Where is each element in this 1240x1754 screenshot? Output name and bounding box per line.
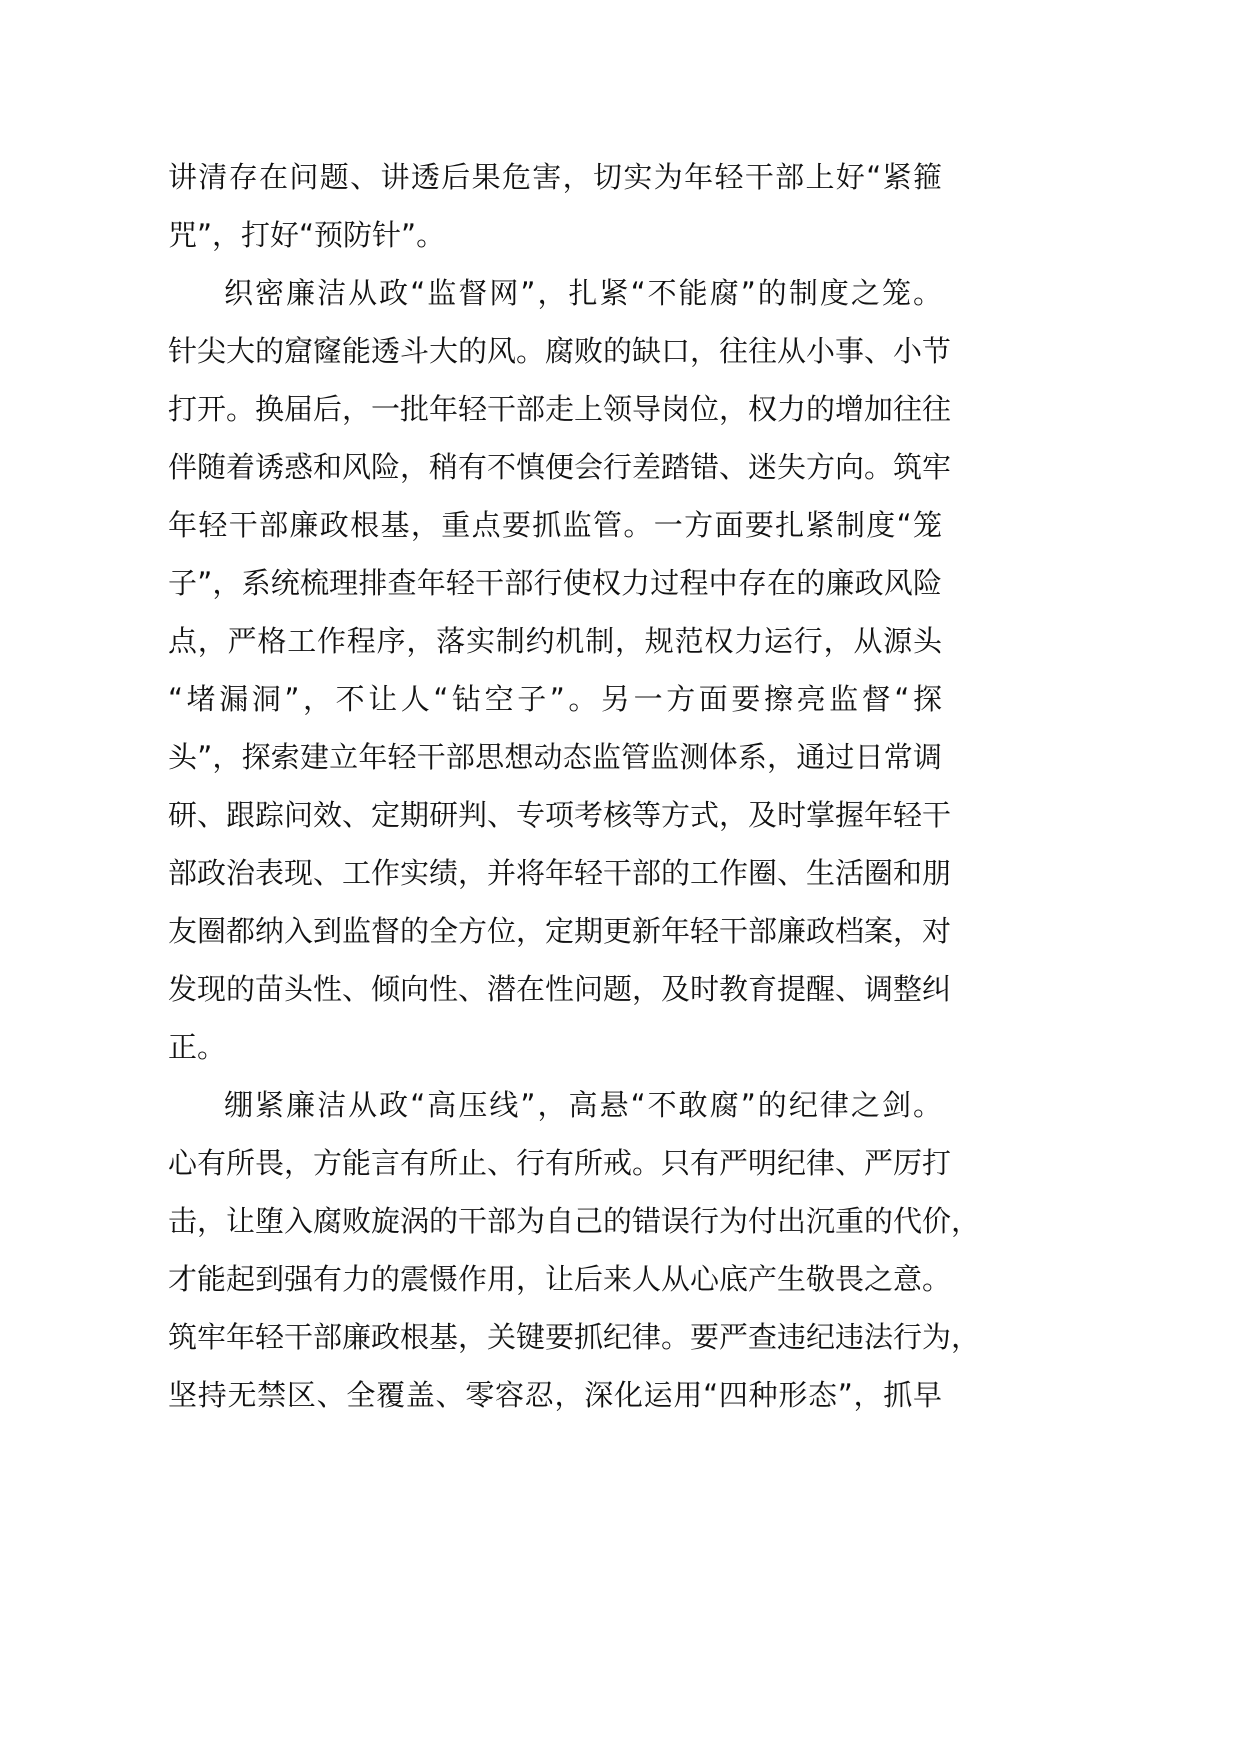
text-line: 研、跟踪问效、定期研判、专项考核等方式，及时掌握年轻干 (168, 798, 952, 832)
text-line: 心有所畏，方能言有所止、行有所戒。只有严明纪律、严厉打 (168, 1146, 952, 1180)
text-line: 坚持无禁区、全覆盖、零容忍，深化运用“四种形态”，抓早 (168, 1378, 942, 1412)
body-text (168, 148, 981, 1424)
text-line: 点，严格工作程序，落实制约机制，规范权力运行，从源头 (168, 624, 942, 658)
text-line: 伴随着诱惑和风险，稍有不慎便会行差踏错、迷失方向。筑牢 (168, 450, 952, 484)
text-line: 筑牢年轻干部廉政根基，关键要抓纪律。要严查违纪违法行为， (168, 1320, 981, 1354)
text-line: 针尖大的窟窿能透斗大的风。腐败的缺口，往往从小事、小节 (168, 334, 952, 368)
text-line: 子”，系统梳理排查年轻干部行使权力过程中存在的廉政风险 (168, 566, 942, 600)
text-line: 正。 (168, 1030, 227, 1064)
text-line: 发现的苗头性、倾向性、潜在性问题，及时教育提醒、调整纠 (168, 972, 952, 1006)
text-line: 咒”，打好“预防针”。 (168, 218, 446, 252)
text-line: 友圈都纳入到监督的全方位，定期更新年轻干部廉政档案，对 (168, 914, 952, 948)
text-line: 击，让堕入腐败旋涡的干部为自己的错误行为付出沉重的代价， (168, 1204, 981, 1238)
text-line: 部政治表现、工作实绩，并将年轻干部的工作圈、生活圈和朋 (168, 856, 952, 890)
text-line: 讲清存在问题、讲透后果危害，切实为年轻干部上好“紧箍 (168, 160, 942, 194)
text-line: 年轻干部廉政根基，重点要抓监管。一方面要扎紧制度“笼 (168, 508, 942, 542)
text-line: 头”，探索建立年轻干部思想动态监管监测体系，通过日常调 (168, 740, 942, 774)
text-line: “堵漏洞”，不让人“钻空子”。另一方面要擦亮监督“探 (168, 682, 942, 716)
paragraph-heading-line: 织密廉洁从政“监督网”，扎紧“不能腐”的制度之笼。 (224, 276, 942, 310)
text-line: 打开。换届后，一批年轻干部走上领导岗位，权力的增加往往 (168, 392, 952, 426)
paragraph-heading-line: 绷紧廉洁从政“高压线”，高悬“不敢腐”的纪律之剑。 (224, 1088, 942, 1122)
text-line: 才能起到强有力的震慑作用，让后来人从心底产生敬畏之意。 (168, 1262, 952, 1296)
